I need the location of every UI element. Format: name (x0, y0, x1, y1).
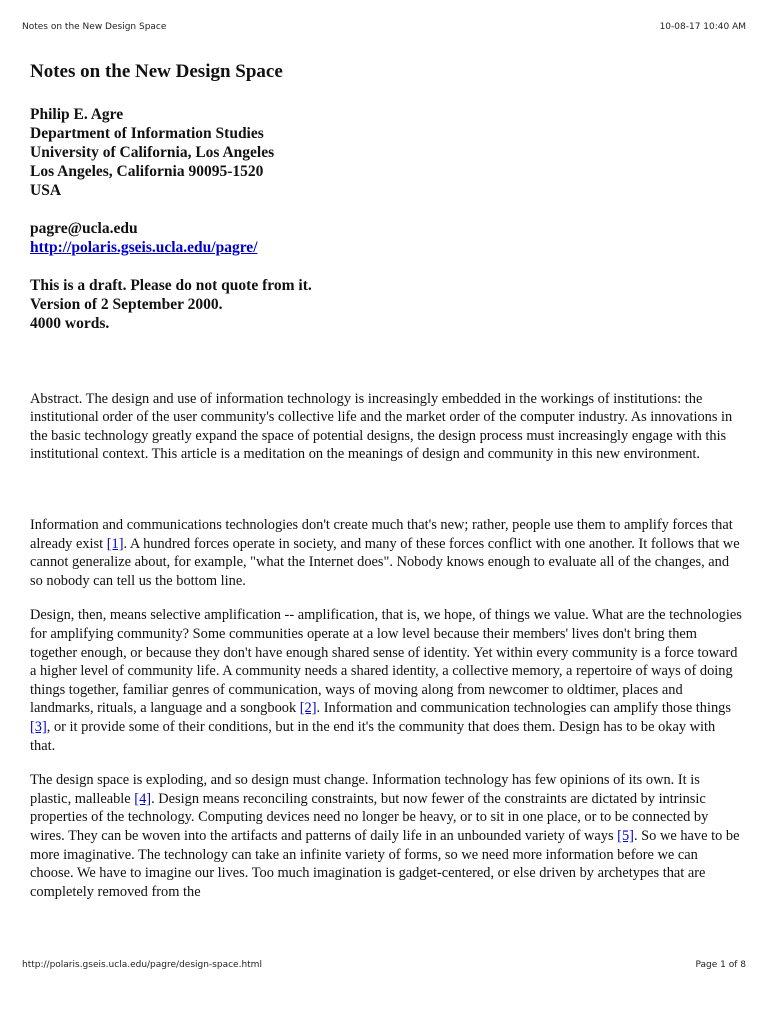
author-department: Department of Information Studies (30, 124, 264, 142)
draft-word-count: 4000 words. (30, 314, 110, 332)
author-name: Philip E. Agre (30, 105, 124, 123)
print-footer-url: http://polaris.gseis.ucla.edu/pagre/design-space.html (22, 960, 262, 970)
print-header-datetime: 10-08-17 10:40 AM (659, 22, 746, 32)
author-email: pagre@ucla.edu (30, 219, 138, 237)
author-block (30, 105, 742, 200)
print-footer-page: Page 1 of 8 (695, 960, 746, 970)
draft-notice: This is a draft. Please do not quote from it. (30, 276, 312, 294)
footnote-link-5[interactable]: [5] (617, 827, 634, 844)
draft-notice-block (30, 276, 742, 333)
draft-version: Version of 2 September 2000. (30, 295, 223, 313)
document-body (30, 60, 742, 901)
paragraph-3: The design space is exploding, and so design must change. Information technology has few opinions of its own. It is plastic, malleable [4]. Design means reconciling constraints, but now fewer of the constraints are dictated by intrinsic properties of the technology. Computing devices need no longer be heavy, or to sit in one place, or to be connected by wires. They can be woven into the artifacts and patterns of daily life in an unbounded variety of ways [5]. So we have to be more imaginative. The technology can take an infinite variety of forms, so we need more information before we can choose. We have to imagine our lives. Too much imagination is gadget-centered, or else driven by archetypes that are completely removed from the (30, 772, 740, 900)
paragraph-1: Information and communications technologies don't create much that's new; rather, people use them to amplify forces that already exist [1]. A hundred forces operate in society, and many of these forces conflict with one another. It follows that we cannot generalize about, for example, "what the Internet does". Nobody knows enough to evaluate all of the changes, and so nobody can tell us the bottom line. (30, 517, 740, 589)
print-header (22, 22, 746, 32)
print-footer (22, 960, 746, 970)
footnote-link-2[interactable]: [2] (299, 700, 317, 717)
paragraph-2: Design, then, means selective amplification -- amplification, that is, we hope, of things we value. What are the technologies for amplifying community? Some communities operate at a low level because their members' lives don't bring them together enough, or because they don't have enough shared sense of identity. Yet within every community is a force toward a higher level of community life. A community needs a shared identity, a collective memory, a repertoire of ways of doing things together, familiar genres of communication, ways of moving along from newcomer to oldtimer, places and landmarks, rituals, a language and a songbook [2]. Information and communication technologies can amplify those things [3], or it provide some of their conditions, but in the end it's the community that does them. Design has to be okay with that. (30, 607, 742, 754)
abstract: Abstract. The design and use of information technology is increasingly embedded in the workings of institutions: the institutional order of the user community's collective life and the market order of the computer industry. As innovations in the basic technology greatly expand the space of potential designs, the design process must increasingly engage with this institutional context. This article is a meditation on the meanings of design and community in this new environment. (30, 390, 733, 463)
author-country: USA (30, 181, 62, 199)
footnote-link-4[interactable]: [4] (134, 790, 152, 807)
footnote-link-1[interactable]: [1] (106, 535, 124, 552)
footnote-link-3[interactable]: [3] (30, 719, 47, 735)
author-city: Los Angeles, California 90095-1520 (30, 162, 264, 180)
contact-block (30, 219, 742, 257)
homepage-link[interactable]: http://polaris.gseis.ucla.edu/pagre/ (30, 238, 258, 256)
author-university: University of California, Los Angeles (30, 143, 275, 161)
page-title: Notes on the New Design Space (30, 61, 283, 82)
print-header-title: Notes on the New Design Space (22, 22, 167, 32)
